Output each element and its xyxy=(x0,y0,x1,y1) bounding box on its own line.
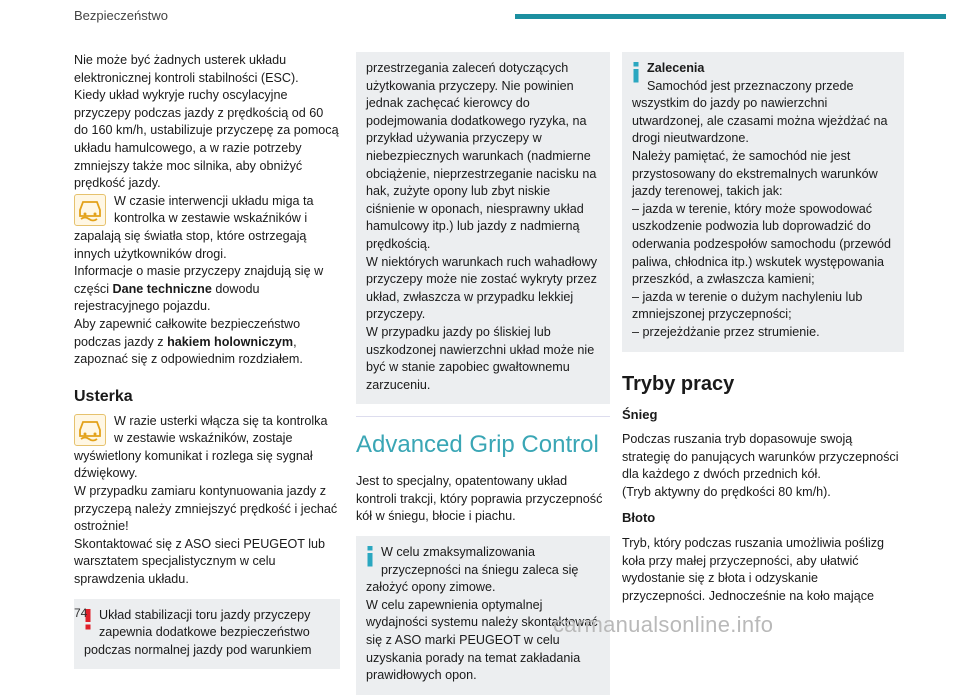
sub-heading: Śnieg xyxy=(622,406,658,422)
info-icon xyxy=(366,545,374,573)
divider xyxy=(356,416,610,417)
list-item: – jazda w terenie, który może spowodować uszkodzenie podwozia lub doprowadzić do oderwania podzespołów samochodu (przewód paliwa, chłodnica itp.) wskutek występowania przeszkód, a zwłaszcza kamieni; xyxy=(632,201,892,287)
header-accent-bar xyxy=(515,14,946,19)
column-1 xyxy=(74,52,340,669)
warning-box xyxy=(74,599,340,670)
list-item: – przejeżdżanie przez strumienie. xyxy=(632,324,820,339)
paragraph: przestrzegania zaleceń dotyczących użytkowania przyczepy. Nie powinien jednak zachęcać kierowcy do podejmowania dodatkowego ryzyka, na przykład używania przyczepy w niebezpiecznych warunkach (nadmierne obciążenie, nieprzestrzeganie nacisku na hak, zużyte opony lub zbyt niskie ciśnienie w oponach, niesprawny układ hamulcowy itp.) lub jazdy z nadmierną prędkością. xyxy=(366,61,597,251)
section-heading: Usterka xyxy=(74,387,133,405)
paragraph: Nie może być żadnych usterek układu elektronicznej kontroli stabilności (ESC). xyxy=(74,53,299,85)
info-icon xyxy=(632,61,640,89)
column-3 xyxy=(622,52,904,605)
watermark: carmanualsonline.info xyxy=(553,612,774,637)
paragraph: (Tryb aktywny do prędkości 80 km/h). xyxy=(622,484,831,499)
warning-box-continued xyxy=(356,52,610,404)
paragraph: Skontaktować się z ASO sieci PEUGEOT lub warsztatem specjalistycznym w celu sprawdzenia układu. xyxy=(74,536,326,587)
stability-warning-row xyxy=(74,193,340,263)
column-2 xyxy=(356,52,610,695)
paragraph: W czasie interwencji układu miga ta kontrolka w zestawie wskaźników i zapalają się światła stop, które ostrzegają innych użytkowników drogi. xyxy=(74,193,314,261)
info-text: Samochód jest przeznaczony przede wszystkim do jazdy po nawierzchni utwardzonej, ale czasami można wjeżdżać na drogi nieutwardzone. xyxy=(632,78,888,146)
info-text: W celu zmaksymalizowania przyczepności na śniegu zaleca się założyć opony zimowe. xyxy=(366,545,579,595)
running-header: Bezpieczeństwo xyxy=(74,8,168,23)
info-text: W celu zapewnienia optymalnej wydajności systemu należy skontaktować się z ASO marki PEUGEOT w celu uzyskania porady na temat zakładania prawidłowych opon. xyxy=(366,597,598,683)
paragraph: Jest to specjalny, opatentowany układ kontroli trakcji, który poprawia przyczepność kół w śniegu, błocie i piachu. xyxy=(356,474,603,524)
paragraph: W razie usterki włącza się ta kontrolka w zestawie wskaźników, zostaje wyświetlony komunikat i rozlega się sygnał dźwiękowy. xyxy=(74,413,328,481)
paragraph: Aby zapewnić całkowite bezpieczeństwo podczas jazdy z hakiem holowniczym, zapoznać się z odpowiednim rozdziałem. xyxy=(74,316,303,367)
trailer-stability-warning-icon xyxy=(74,194,106,226)
paragraph: Podczas ruszania tryb dopasowuje swoją strategię do panujących warunków przyczepności dla każdego z dwóch przednich kół. xyxy=(622,432,899,482)
paragraph: W przypadku jazdy po śliskiej lub uszkodzonej nawierzchni układ może nie być w stanie zapobiec gwałtownemu zarzuceniu. xyxy=(366,324,595,392)
warning-text: Układ stabilizacji toru jazdy przyczepy zapewnia dodatkowe bezpieczeństwo podczas normalnej jazdy pod warunkiem xyxy=(84,607,312,657)
paragraph: Tryb, który podczas ruszania umożliwia poślizg koła przy małej przyczepności, aby ułatwić wydostanie się z błota i odzyskanie przyczepności. Jednocześnie na koło mające xyxy=(622,536,885,603)
paragraph: W przypadku zamiaru kontynuowania jazdy z przyczepą należy zmniejszyć prędkość i jechać ostrożnie! xyxy=(74,484,338,534)
page-number: 74 xyxy=(74,606,88,620)
section-heading: Tryby pracy xyxy=(622,372,735,395)
trailer-stability-warning-icon xyxy=(74,414,106,446)
section-title: Advanced Grip Control xyxy=(356,431,599,459)
paragraph: Informacje o masie przyczepy znajdują się w części Dane techniczne dowodu rejestracyjnego pojazdu. xyxy=(74,264,324,314)
box-title: Zalecenia xyxy=(647,61,705,75)
fault-warning-row xyxy=(74,413,340,483)
info-text: Należy pamiętać, że samochód nie jest przystosowany do ekstremalnych warunków jazdy terenowej, takich jak: xyxy=(632,148,878,199)
paragraph: Kiedy układ wykryje ruchy oscylacyjne przyczepy podczas jazdy z prędkością od 60 do 160 km/h, ustabilizuje przyczepę za pomocą układu hamulcowego, a w razie potrzeby zmniejszy także moc silnika, aby obniżyć prędkość jazdy. xyxy=(74,88,339,191)
list-item: – jazda w terenie o dużym nachyleniu lub zmniejszonej przyczepności; xyxy=(632,289,863,322)
paragraph: W niektórych warunkach ruch wahadłowy przyczepy może nie zostać wykryty przez układ, zwłaszcza w przypadku lekkiej przyczepy. xyxy=(366,254,597,322)
recommendations-box xyxy=(622,52,904,352)
sub-heading: Błoto xyxy=(622,510,656,526)
